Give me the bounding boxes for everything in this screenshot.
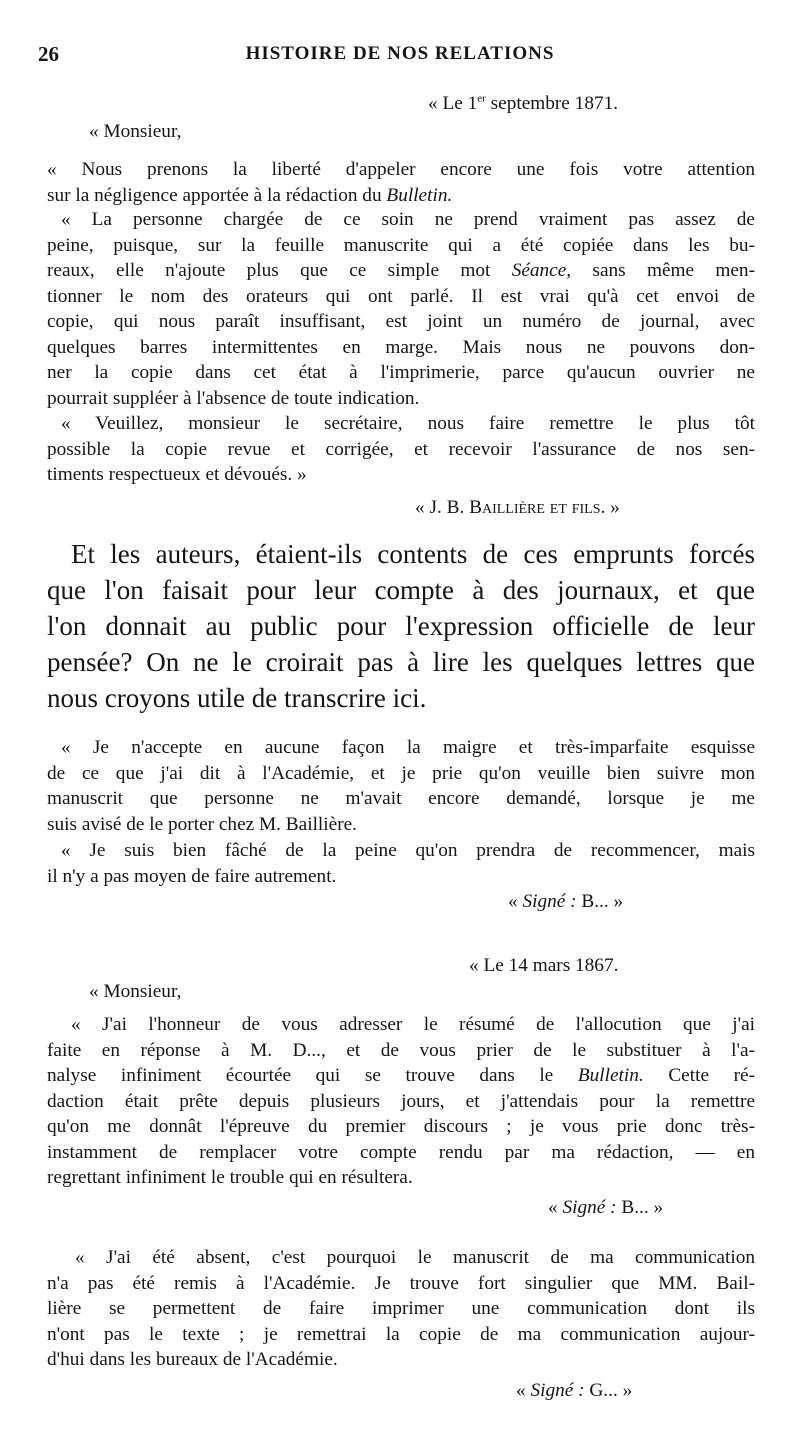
text-line: timents respectueux et dévoués. » [47, 464, 307, 485]
letter3-signature: « Signé : B... » [548, 1197, 664, 1218]
text-line: manuscrit que personne ne m'avait encore demandé, lorsque je me [47, 788, 755, 809]
text-line: ner la copie dans cet état à l'imprimerie, parce qu'aucun ouvrier ne [47, 362, 755, 383]
text-line: « Je n'accepte en aucune façon la maigre et très-imparfaite esquisse [61, 737, 755, 758]
text-line: Et les auteurs, étaient-ils contents de ces emprunts forcés [71, 539, 755, 569]
text-line: regrettant infiniment le trouble qui en résultera. [47, 1167, 413, 1188]
text-line: nous croyons utile de transcrire ici. [47, 683, 427, 713]
text-line: qu'on me donnât l'épreuve du premier discours ; je vous prie donc très- [47, 1116, 755, 1137]
text-line: « J'ai l'honneur de vous adresser le résumé de l'allocution que j'ai [71, 1014, 755, 1035]
text-line: « La personne chargée de ce soin ne prend vraiment pas assez de [61, 209, 755, 230]
text-line: copie, qui nous paraît insuffisant, est joint un numéro de journal, avec [47, 311, 755, 332]
text-line: possible la copie revue et corrigée, et recevoir l'assurance de nos sen- [47, 438, 755, 460]
letter3-date: « Le 14 mars 1867. [469, 955, 619, 976]
letter1-salutation: « Monsieur, [89, 121, 182, 142]
text-line: sur la négligence apportée à la rédaction du [47, 184, 387, 206]
text-line: suis avisé de le porter chez M. Baillière. [47, 813, 357, 835]
text-line: il n'y a pas moyen de faire autrement. [47, 865, 337, 887]
letter2-paragraph-2 [47, 838, 755, 889]
text-line: quelques barres intermittentes en marge. Mais nous ne pouvons don- [47, 336, 755, 358]
text-line: « Nous prenons la liberté d'appeler encore une fois votre attention [47, 159, 755, 180]
text-line: pourrait suppléer à l'absence de toute indication. [47, 387, 420, 409]
letter3-salutation: « Monsieur, [89, 981, 182, 1002]
letter2-signature: « Signé : B... » [508, 891, 624, 912]
text-line: peine, puisque, sur la feuille manuscrite qui a été copiée dans les bu- [47, 234, 755, 256]
text-line: « J'ai été absent, c'est pourquoi le manuscrit de ma communication [75, 1247, 755, 1268]
text-line: instamment de remplacer votre compte rendu par ma rédaction, — en [47, 1141, 755, 1163]
text-line-mixed: nalyse infiniment écourtée qui se trouve dans le Bulletin. Cette ré- [47, 1065, 755, 1086]
letter1-paragraph-1 [47, 157, 755, 208]
text-line: de ce que j'ai dit à l'Académie, et je prie qu'on veuille bien suivre mon [47, 762, 755, 784]
text-line: que l'on faisait pour leur compte à des journaux, et que [47, 575, 755, 605]
letter4-signature: « Signé : G... » [516, 1380, 633, 1401]
letter1-date: « Le 1er septembre 1871. [428, 92, 619, 114]
running-title: HISTOIRE DE NOS RELATIONS [245, 43, 555, 64]
letter1-signature: « J. B. Baillière et fils. » [415, 497, 620, 518]
letter1-paragraph-3 [47, 411, 755, 488]
text-line: pensée? On ne le croirait pas à lire les quelques lettres que [47, 647, 755, 677]
text-line: l'on donnait au public pour l'expression officielle de leur [47, 611, 755, 641]
text-line: daction était prête depuis plusieurs jours, et j'attendais pour la remettre [47, 1090, 755, 1112]
letter2-paragraph-1 [47, 735, 755, 837]
page-number: 26 [38, 42, 59, 66]
letter4-paragraph-1 [47, 1245, 755, 1373]
text-line: tionner le nom des orateurs qui ont parlé. Il est vrai qu'à cet envoi de [47, 285, 755, 307]
text-line: n'a pas été remis à l'Académie. Je trouve fort singulier que MM. Bail- [47, 1272, 755, 1294]
letter3-paragraph-1 [47, 1012, 755, 1191]
text-line: « Veuillez, monsieur le secrétaire, nous faire remettre le plus tôt [61, 413, 755, 434]
letter1-paragraph-2 [47, 207, 755, 411]
text-line: d'hui dans les bureaux de l'Académie. [47, 1349, 338, 1370]
text-line-mixed: reaux, elle n'ajoute plus que ce simple mot Séance, sans même men- [47, 260, 755, 281]
text-line: « Je suis bien fâché de la peine qu'on prendra de recommencer, mais [61, 840, 755, 861]
text-line: lière se permettent de faire imprimer une communication dont ils [47, 1298, 755, 1319]
text-line: n'ont pas le texte ; je remettrai la copie de ma communication aujour- [47, 1323, 755, 1345]
text-line: faite en réponse à M. D..., et de vous prier de le substituer à l'a- [47, 1039, 755, 1061]
italic-term: Bulletin. [386, 184, 453, 206]
main-paragraph [47, 536, 755, 716]
